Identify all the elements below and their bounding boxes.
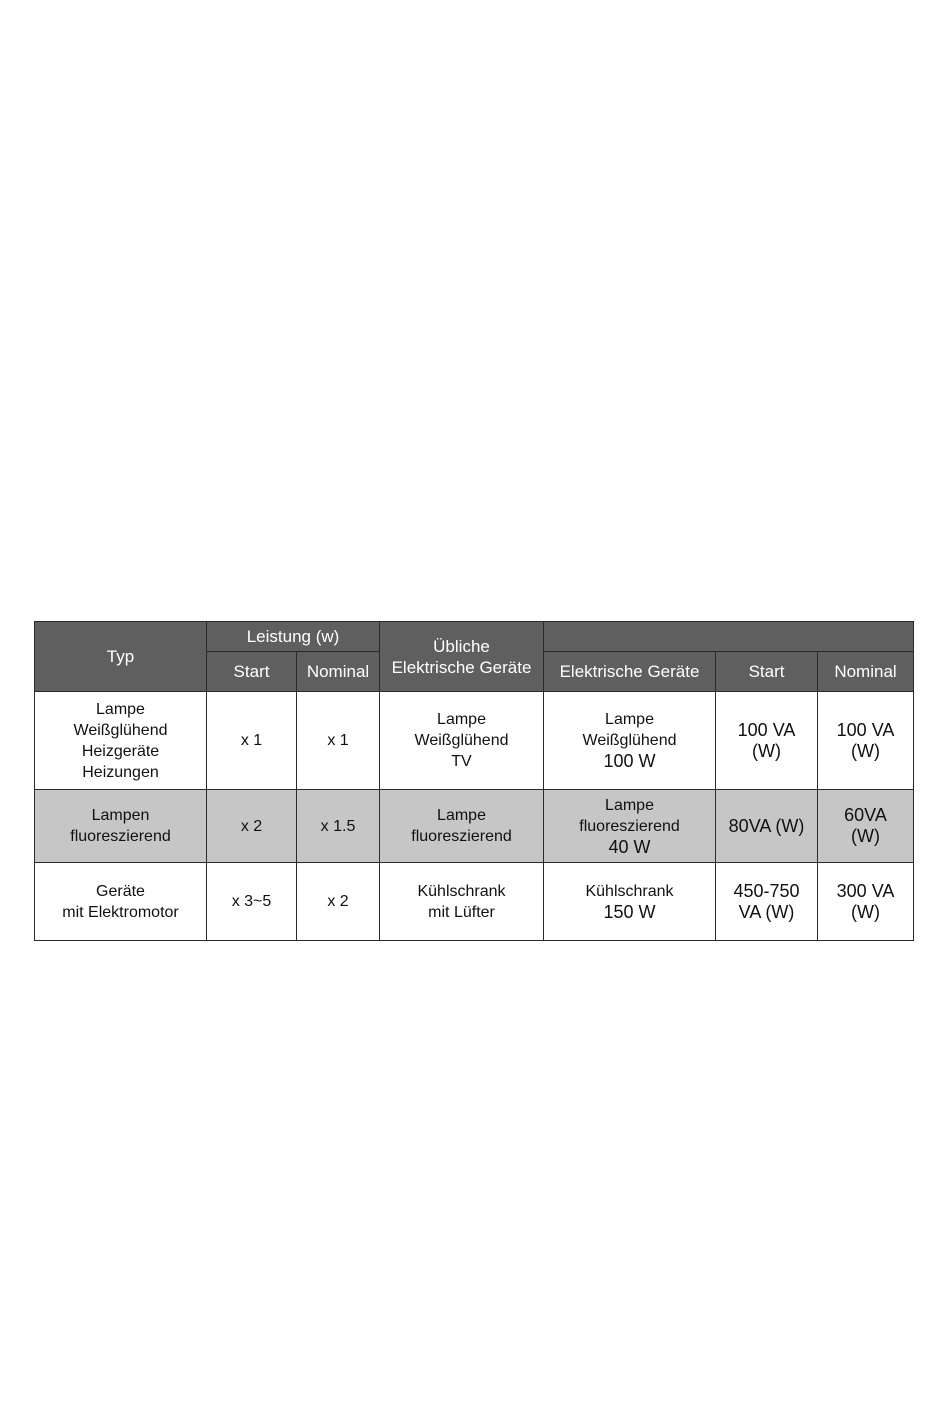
header-row-1 xyxy=(35,622,914,652)
cell-line: Lampe xyxy=(437,807,486,824)
cell-line: 80VA (W) xyxy=(728,815,805,836)
cell-nominal-va xyxy=(818,692,914,790)
cell-line: Heizgeräte xyxy=(81,742,160,760)
header-typ: Typ xyxy=(35,622,207,692)
cell-line: 300 VA xyxy=(836,880,895,901)
cell-ubliche xyxy=(380,790,544,863)
cell-line: Kühlschrank xyxy=(417,882,506,900)
cell-line: 60VA xyxy=(844,805,887,825)
cell-geraete xyxy=(544,692,716,790)
cell-line: Weißglühend xyxy=(414,732,509,749)
cell-start: x 1 xyxy=(207,692,297,790)
cell-line: 100 W xyxy=(603,751,656,771)
cell-line: fluoreszierend xyxy=(579,817,680,835)
cell-line: Lampe xyxy=(96,700,145,718)
cell-line: (W) xyxy=(851,826,880,846)
cell-typ xyxy=(35,863,207,941)
cell-line: Lampe xyxy=(605,711,654,728)
cell-line: 450-750 xyxy=(733,880,800,901)
cell-start-va xyxy=(716,790,818,863)
cell-geraete xyxy=(544,790,716,863)
header-nominal: Nominal xyxy=(297,652,380,692)
cell-line: fluoreszierend xyxy=(411,828,512,845)
cell-nominal: x 1 xyxy=(297,692,380,790)
header-leistung: Leistung (w) xyxy=(207,622,380,652)
cell-line: (W) xyxy=(851,740,880,761)
cell-line: 150 W xyxy=(603,901,656,922)
cell-start: x 3~5 xyxy=(207,863,297,941)
cell-nominal: x 1.5 xyxy=(297,790,380,863)
cell-line: Geräte xyxy=(96,882,145,900)
header-ubliche xyxy=(380,622,544,692)
cell-nominal-va xyxy=(818,790,914,863)
cell-typ xyxy=(35,692,207,790)
cell-line: mit Elektromotor xyxy=(62,903,179,921)
header-geraete: Elektrische Geräte xyxy=(544,652,716,692)
cell-nominal-va xyxy=(818,863,914,941)
cell-typ xyxy=(35,790,207,863)
cell-line: Weißglühend xyxy=(73,721,168,739)
header-ubliche-line2: Elektrische Geräte xyxy=(391,657,532,677)
cell-line: 100 VA xyxy=(836,719,895,740)
cell-line: Lampen xyxy=(91,807,150,824)
cell-nominal: x 2 xyxy=(297,863,380,941)
header-start: Start xyxy=(207,652,297,692)
table-row xyxy=(35,790,914,863)
cell-line: Lampe xyxy=(605,796,654,814)
cell-line: 40 W xyxy=(608,836,651,857)
header-col-nominal: Nominal xyxy=(818,652,914,692)
power-table xyxy=(34,621,914,941)
cell-line: Kühlschrank xyxy=(585,882,674,900)
cell-line: (W) xyxy=(752,740,781,761)
cell-start: x 2 xyxy=(207,790,297,863)
cell-ubliche xyxy=(380,863,544,941)
cell-line: TV xyxy=(451,753,472,770)
cell-line: 100 VA xyxy=(737,719,796,740)
cell-start-va xyxy=(716,692,818,790)
header-blank xyxy=(544,622,914,652)
table-row xyxy=(35,692,914,790)
cell-line: fluoreszierend xyxy=(70,828,171,845)
cell-line: Lampe xyxy=(437,711,486,728)
cell-line: Heizungen xyxy=(82,763,159,781)
cell-geraete xyxy=(544,863,716,941)
table-row xyxy=(35,863,914,941)
cell-line: VA (W) xyxy=(738,901,795,922)
cell-line: mit Lüfter xyxy=(428,903,495,921)
cell-line: (W) xyxy=(851,901,880,922)
header-col-start: Start xyxy=(716,652,818,692)
power-table-container xyxy=(34,621,913,941)
cell-line: Weißglühend xyxy=(582,732,677,749)
cell-ubliche xyxy=(380,692,544,790)
cell-start-va xyxy=(716,863,818,941)
header-ubliche-line1: Übliche xyxy=(433,636,490,656)
